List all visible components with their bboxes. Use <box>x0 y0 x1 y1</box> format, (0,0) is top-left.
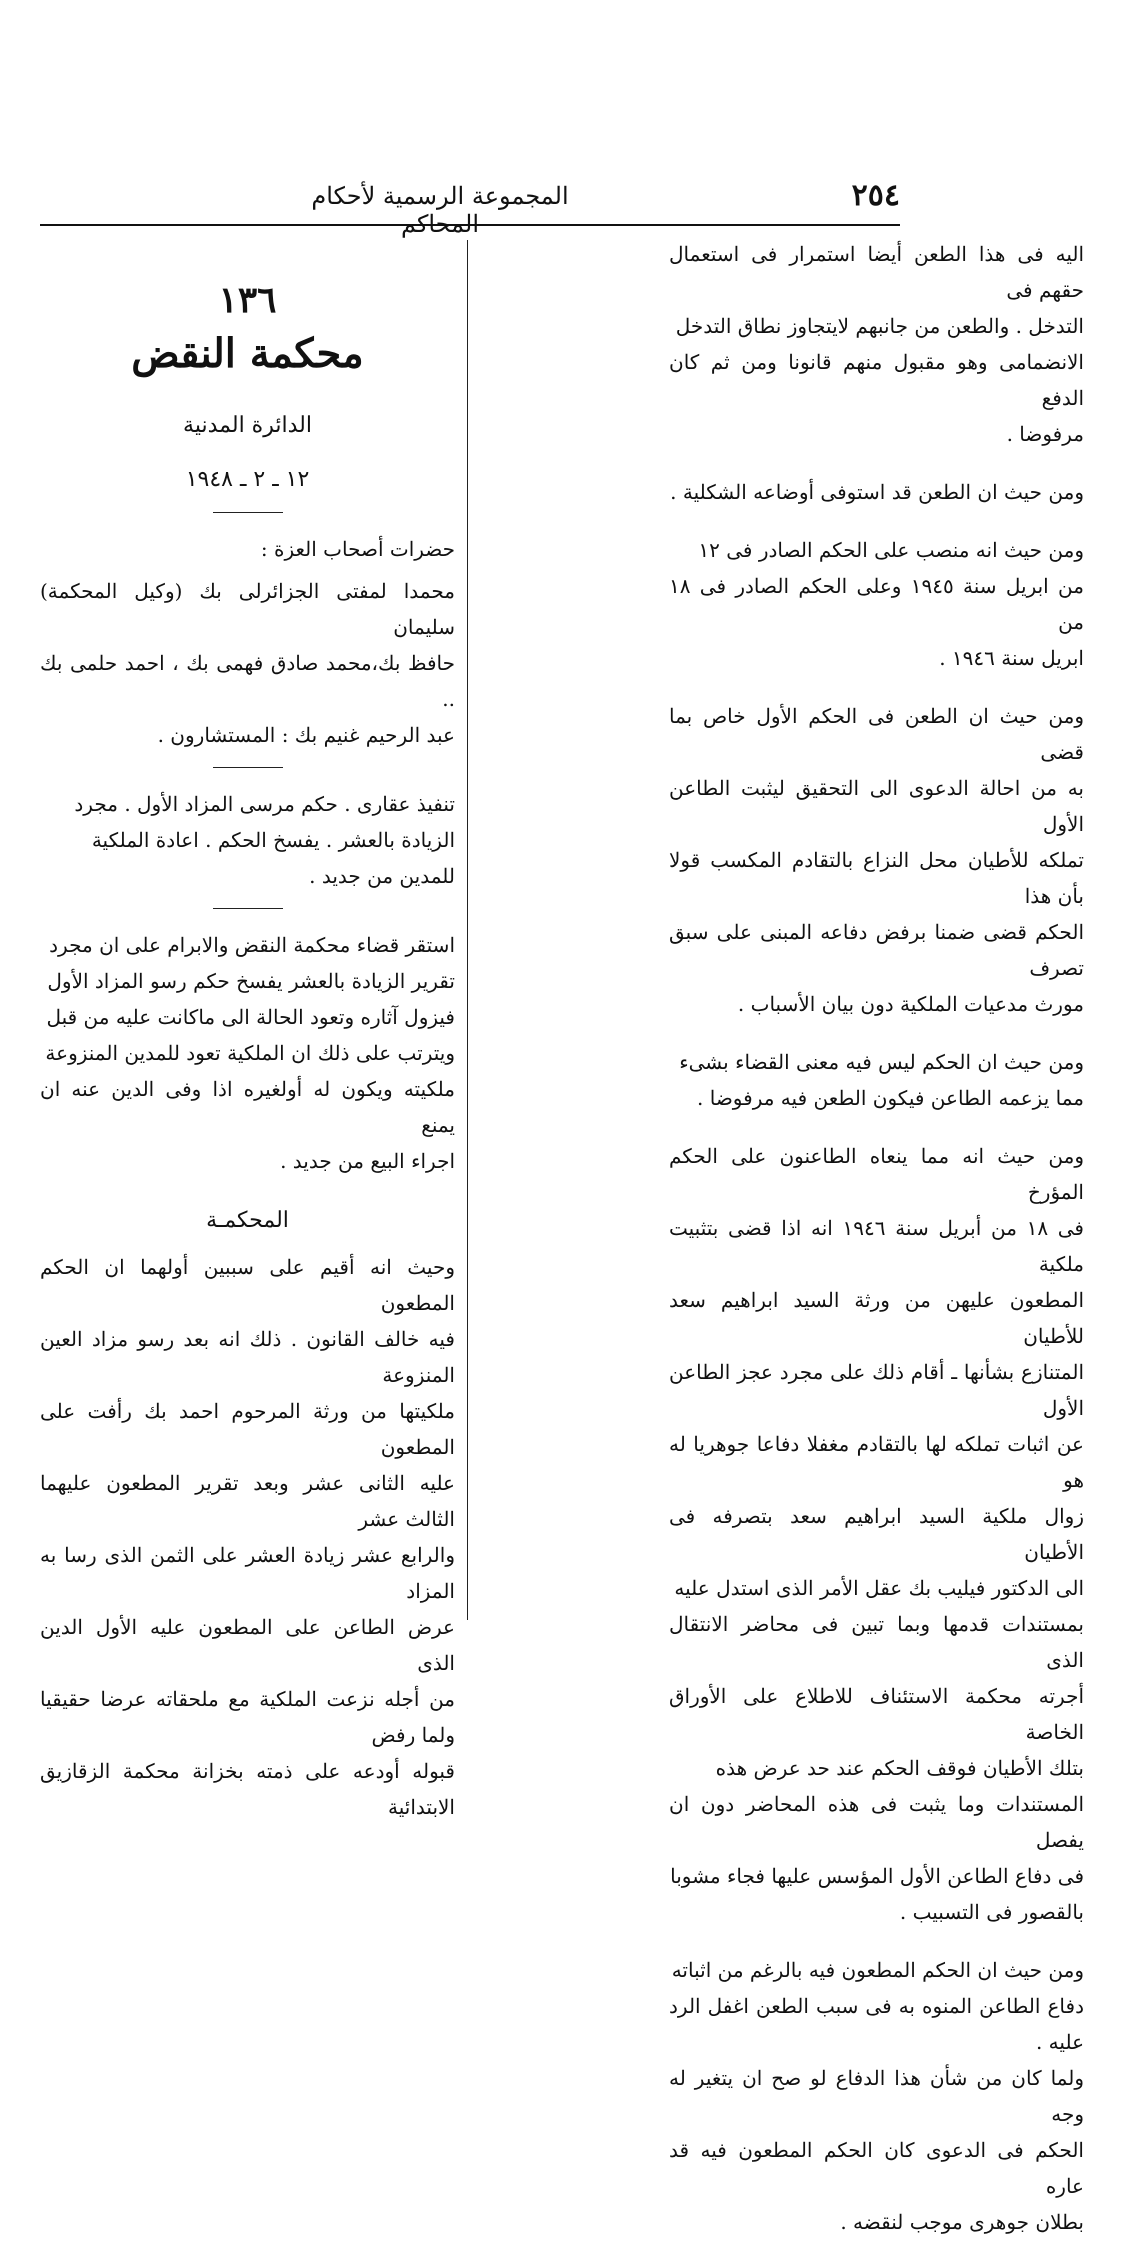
paragraph-line: المطعون عليهن من ورثة السيد ابراهيم سعد للأطيان <box>669 1288 1084 1348</box>
reasoning-line: قبوله أودعه على ذمته بخزانة محكمة الزقازيق الابتدائية <box>40 1759 455 1819</box>
separator-rule <box>213 512 283 513</box>
separator-rule <box>213 908 283 909</box>
paragraph-line: بمستندات قدمها وبما تبين فى محاضر الانتقال الذى <box>669 1612 1084 1672</box>
court-name: محكمة النقض <box>131 330 364 377</box>
judges-line: محمدا لمفتى الجزائرلى بك (وكيل المحكمة) سليمان <box>40 579 455 639</box>
judges-line: عبد الرحيم غنيم بك : المستشارون . <box>157 723 455 747</box>
paragraph-line: دفاع الطاعن المنوه به فى سبب الطعن اغفل الرد عليه . <box>669 1994 1084 2054</box>
paragraph-line: فى دفاع الطاعن الأول المؤسس عليها فجاء مشوبا <box>670 1864 1084 1888</box>
judges-title: حضرات أصحاب العزة : <box>260 537 455 561</box>
column-divider <box>467 240 468 1620</box>
paragraph-line: الحكم قضى ضمنا برفض دفاعه المبنى على سبق تصرف <box>669 920 1084 980</box>
judges-list <box>40 573 455 753</box>
paragraph-line: ومن حيث ان الحكم المطعون فيه بالرغم من اثباته <box>671 1958 1084 1982</box>
paragraph-line: الحكم فى الدعوى كان الحكم المطعون فيه قد عاره <box>669 2138 1084 2198</box>
paragraph-line: بالقصور فى التسبيب . <box>899 1900 1084 1924</box>
paragraph <box>669 236 1084 452</box>
paragraph-line: ومن حيث ان الحكم ليس فيه معنى القضاء بشىء <box>679 1050 1084 1074</box>
judges-line: حافظ بك،محمد صادق فهمى بك ، احمد حلمى بك .. <box>40 651 455 711</box>
paragraph-line: ومن حيث ان الطعن قد استوفى أوضاعه الشكلية . <box>670 480 1084 504</box>
paragraph <box>669 532 1084 676</box>
paragraph-line: به من احالة الدعوى الى التحقيق ليثبت الطاعن الأول <box>669 776 1084 836</box>
summary-line: تنفيذ عقارى . حكم مرسى المزاد الأول . مجرد <box>74 792 455 816</box>
summary-line: للمدين من جديد . <box>309 864 455 888</box>
paragraph-line: اليه فى هذا الطعن أيضا استمرار فى استعمال حقهم فى <box>669 242 1084 302</box>
paragraph-line: ومن حيث انه مما ينعاه الطاعنون على الحكم المؤرخ <box>669 1144 1084 1204</box>
summary-line: الزيادة بالعشر . يفسخ الحكم . اعادة الملكية <box>91 828 455 852</box>
reasoning-line: والرابع عشر زيادة العشر على الثمن الذى رسا به المزاد <box>40 1543 455 1603</box>
principle-line: اجراء البيع من جديد . <box>280 1149 455 1173</box>
legal-principle <box>40 927 455 1179</box>
page-number: ٢٥٤ <box>851 178 900 213</box>
ruling-date: ١٢ ـ ٢ ـ ١٩٤٨ <box>185 467 310 492</box>
paragraph-line: الى الدكتور فيليب بك عقل الأمر الذى استدل عليه <box>674 1576 1084 1600</box>
paragraph-line: زوال ملكية السيد ابراهيم سعد بتصرفه فى الأطيان <box>669 1504 1084 1564</box>
court-section-title: المحكمـة <box>206 1208 289 1233</box>
paragraph-line: الانضمامى وهو مقبول منهم قانونا ومن ثم كان الدفع <box>669 350 1084 410</box>
principle-line: ويترتب على ذلك ان الملكية تعود للمدين المنزوعة <box>45 1041 455 1065</box>
paragraph <box>669 1952 1084 2240</box>
case-summary <box>40 786 455 894</box>
reasoning-line: من أجله نزعت الملكية مع ملحقاته عرضا حقيقيا ولما رفض <box>40 1687 455 1747</box>
paragraph-line: المستندات وما يثبت فى هذه المحاضر دون ان يفصل <box>669 1792 1085 1852</box>
paragraph-line: ومن حيث انه منصب على الحكم الصادر فى ١٢ <box>698 538 1084 562</box>
running-title: المجموعة الرسمية لأحكام المحاكم <box>311 182 569 238</box>
header-rule <box>40 224 900 226</box>
paragraph-line: أجرته محكمة الاستئناف للاطلاع على الأوراق الخاصة <box>669 1684 1084 1744</box>
right-column <box>669 236 1084 2262</box>
paragraph-line: التدخل . والطعن من جانبهم لايتجاوز نطاق التدخل <box>675 314 1084 338</box>
left-column <box>40 270 455 1825</box>
paragraph-line: ولما كان من شأن هذا الدفاع لو صح ان يتغير له وجه <box>669 2066 1084 2126</box>
paragraph-line: عن اثبات تملكه لها بالتقادم مغفلا دفاعا جوهريا له هو <box>669 1432 1084 1492</box>
paragraph <box>669 474 1084 510</box>
principle-line: فيزول آثاره وتعود الحالة الى ماكانت عليه من قبل <box>46 1005 455 1029</box>
circuit-name: الدائرة المدنية <box>183 413 312 438</box>
paragraph-line: من ابريل سنة ١٩٤٥ وعلى الحكم الصادر فى ١٨ من <box>669 574 1084 634</box>
paragraph-line: مرفوضا . <box>1006 422 1084 446</box>
page-header <box>40 178 900 238</box>
court-reasoning <box>40 1249 455 1825</box>
separator-rule <box>213 767 283 768</box>
reasoning-line: عليه الثانى عشر وبعد تقرير المطعون عليهما الثالث عشر <box>40 1471 455 1531</box>
principle-line: استقر قضاء محكمة النقض والابرام على ان مجرد <box>49 933 455 957</box>
paragraph <box>669 698 1084 1022</box>
reasoning-line: وحيث انه أقيم على سببين أولهما ان الحكم المطعون <box>40 1255 455 1315</box>
paragraph <box>669 1044 1084 1116</box>
paragraph-line: ابريل سنة ١٩٤٦ . <box>939 646 1084 670</box>
principle-line: ملكيته ويكون له أولغيره اذا وفى الدين عنه ان يمنع <box>40 1077 455 1137</box>
paragraph-line: مورث مدعيات الملكية دون بيان الأسباب . <box>737 992 1084 1016</box>
principle-line: تقرير الزيادة بالعشر يفسخ حكم رسو المزاد الأول <box>47 969 455 993</box>
paragraph-line: بتلك الأطيان فوقف الحكم عند حد عرض هذه <box>715 1756 1084 1780</box>
paragraph-line: تملكه للأطيان محل النزاع بالتقادم المكسب قولا بأن هذا <box>669 848 1084 908</box>
paragraph-line: بطلان جوهرى موجب لنقضه . <box>840 2210 1084 2234</box>
paragraph-line: فى ١٨ من أبريل سنة ١٩٤٦ انه اذا قضى بتثبيت ملكية <box>669 1216 1084 1276</box>
paragraph <box>669 1138 1084 1930</box>
reasoning-line: فيه خالف القانون . ذلك انه بعد رسو مزاد العين المنزوعة <box>40 1327 455 1387</box>
paragraph-line: ومن حيث ان الطعن فى الحكم الأول خاص بما قضى <box>669 704 1084 764</box>
paragraph-line: مما يزعمه الطاعن فيكون الطعن فيه مرفوضا . <box>697 1086 1084 1110</box>
paragraph-line: المتنازع بشأنها ـ أقام ذلك على مجرد عجز الطاعن الأول <box>669 1360 1084 1420</box>
reasoning-line: عرض الطاعن على المطعون عليه الأول الدين الذى <box>40 1615 455 1675</box>
case-number: ١٣٦ <box>218 279 277 321</box>
reasoning-line: ملكيتها من ورثة المرحوم احمد بك رأفت على المطعون <box>40 1399 455 1459</box>
